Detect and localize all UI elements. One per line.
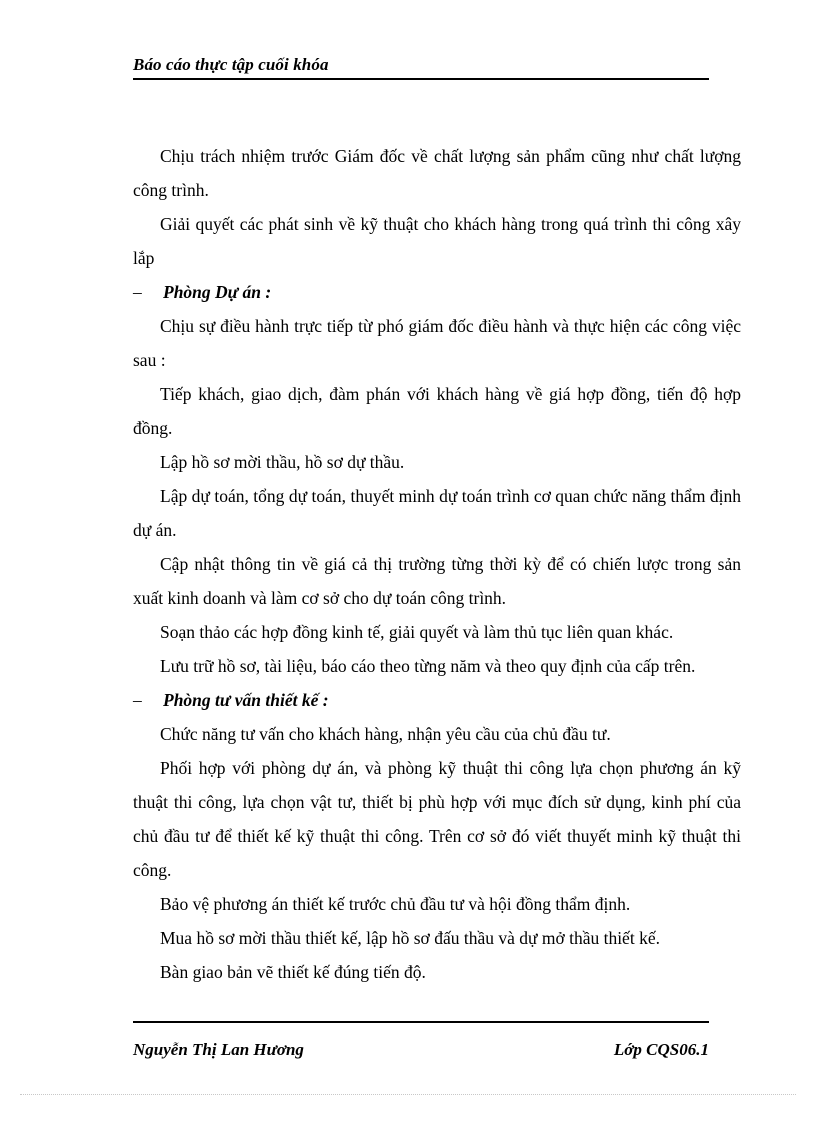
section-title: Phòng Dự án : — [163, 282, 272, 302]
bullet-dash: – — [133, 282, 142, 302]
paragraph: Lưu trữ hồ sơ, tài liệu, báo cáo theo từng năm và theo quy định của cấp trên. — [160, 656, 696, 676]
paragraph: Lập dự toán, tổng dự toán, thuyết minh dự toán trình cơ quan chức năng thẩm định dự án. — [133, 486, 741, 540]
footer-class: Lớp CQS06.1 — [613, 1040, 709, 1059]
section-heading-tu-van-thiet-ke — [133, 683, 741, 717]
bullet-dash: – — [133, 690, 142, 710]
paragraph: Tiếp khách, giao dịch, đàm phán với khách hàng về giá hợp đồng, tiến độ hợp đồng. — [133, 384, 741, 438]
paragraph: Bảo vệ phương án thiết kế trước chủ đầu tư và hội đồng thẩm định. — [160, 894, 631, 914]
page-bottom-edge — [20, 1094, 796, 1095]
footer-divider — [133, 1021, 709, 1023]
section-title: Phòng tư vấn thiết kế : — [163, 690, 329, 710]
section-heading-du-an — [133, 275, 741, 309]
footer-author: Nguyễn Thị Lan Hương — [133, 1040, 304, 1059]
paragraph: Mua hồ sơ mời thầu thiết kế, lập hồ sơ đấu thầu và dự mở thầu thiết kế. — [160, 928, 660, 948]
paragraph: Phối hợp với phòng dự án, và phòng kỹ thuật thi công lựa chọn phương án kỹ thuật thi công, lựa chọn vật tư, thiết bị phù hợp với mục đích sử dụng, kinh phí của chủ đầu tư để thiết kế kỹ thuật thi công. Trên cơ sở đó viết thuyết minh kỹ thuật thi công. — [133, 758, 741, 880]
paragraph: Lập hồ sơ mời thầu, hồ sơ dự thầu. — [160, 452, 405, 472]
paragraph: Soạn thảo các hợp đồng kinh tế, giải quyết và làm thủ tục liên quan khác. — [160, 622, 674, 642]
paragraph: Bàn giao bản vẽ thiết kế đúng tiến độ. — [160, 962, 426, 982]
paragraph: Chức năng tư vấn cho khách hàng, nhận yêu cầu của chủ đầu tư. — [160, 724, 611, 744]
header-title: Báo cáo thực tập cuối khóa — [133, 55, 329, 74]
paragraph: Cập nhật thông tin về giá cả thị trường từng thời kỳ để có chiến lược trong sản xuất kinh doanh và làm cơ sở cho dự toán công trình. — [133, 554, 741, 608]
paragraph: Chịu trách nhiệm trước Giám đốc về chất lượng sản phẩm cũng như chất lượng công trình. — [133, 146, 741, 200]
page-header — [133, 52, 709, 80]
paragraph: Chịu sự điều hành trực tiếp từ phó giám đốc điều hành và thực hiện các công việc sau : — [133, 316, 741, 370]
paragraph: Giải quyết các phát sinh về kỹ thuật cho khách hàng trong quá trình thi công xây lắp — [133, 214, 741, 268]
document-body — [133, 139, 741, 989]
